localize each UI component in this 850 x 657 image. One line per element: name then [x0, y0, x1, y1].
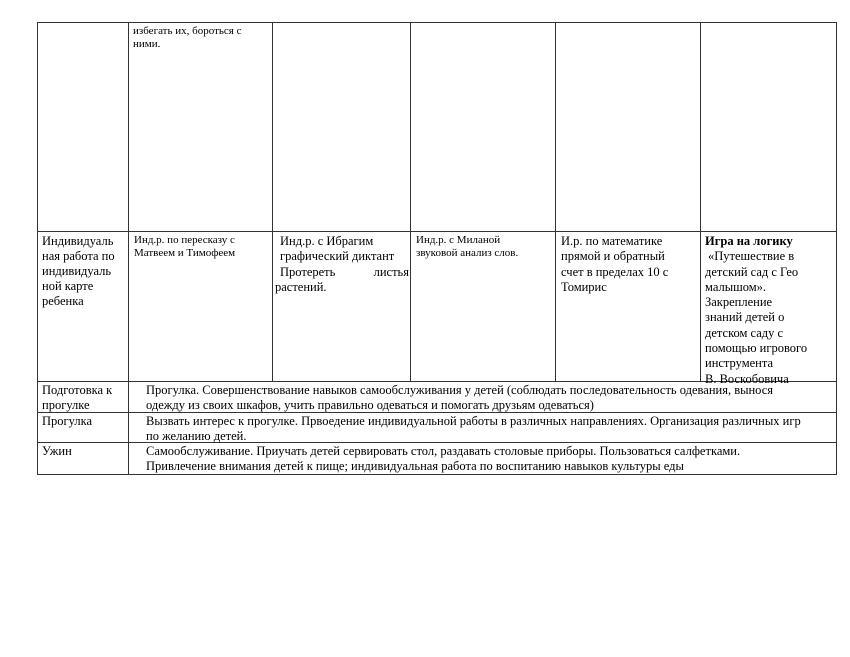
table-border-bottom	[37, 474, 837, 475]
individual-retelling-cell: Инд.р. по пересказу с Матвеем и Тимофеем	[134, 234, 236, 259]
logic-game-title: Игра на логику	[705, 234, 793, 248]
column-divider-1	[128, 22, 129, 381]
individual-math-cell: И.р. по математике прямой и обратный счет в пределах 10 с Томирис	[561, 234, 669, 294]
column-divider-3	[410, 22, 411, 381]
table-border-left	[37, 22, 38, 474]
dinner-label: Ужин	[42, 444, 72, 458]
label-divider-prep	[128, 381, 129, 412]
walk-prep-text: Прогулка. Совершенствование навыков самообслуживания у детей (соблюдать последовательность одевания, вынося одежду из своих шкафов, учить правильно одеваться и помогать друзьям одеваться)	[146, 383, 774, 412]
label-divider-walk	[128, 412, 129, 442]
individual-dictation-cell: Инд.р. с Ибрагим графический диктант Протереть листья растений.	[275, 234, 409, 294]
column-divider-4	[555, 22, 556, 381]
logic-game-cell: Игра на логику «Путешествие в детский сад с Гео малышом». Закрепление знаний детей о детском саду с помощью игрового инструмента В. Воскобовича	[705, 234, 835, 387]
individual-sound-analysis-cell: Инд.р. с Миланой звуковой анализ слов.	[416, 234, 519, 259]
column-divider-5	[700, 22, 701, 381]
walk-label: Прогулка	[42, 414, 93, 428]
dinner-text: Самообслуживание. Приучать детей сервировать стол, раздавать столовые приборы. Пользоваться салфетками. Привлечение внимания детей к пище; индивидуальная работа по воспитанию навыков культуры еды	[146, 444, 741, 473]
label-divider-dinner	[128, 442, 129, 474]
individual-work-label: Индивидуаль ная работа по индивидуаль ной карте ребенка	[42, 234, 115, 308]
row-divider-1	[37, 231, 837, 232]
table-border-top	[37, 22, 837, 23]
top-row-col2-text: избегать их, бороться с ними.	[133, 25, 242, 50]
walk-text: Вызвать интерес к прогулке. Првоедение индивидуальной работы в различных направлениях. Организация различных игр по желанию детей.	[146, 414, 801, 443]
walk-prep-label: Подготовка к прогулке	[42, 383, 113, 412]
column-divider-2	[272, 22, 273, 381]
table-border-right	[836, 22, 837, 474]
